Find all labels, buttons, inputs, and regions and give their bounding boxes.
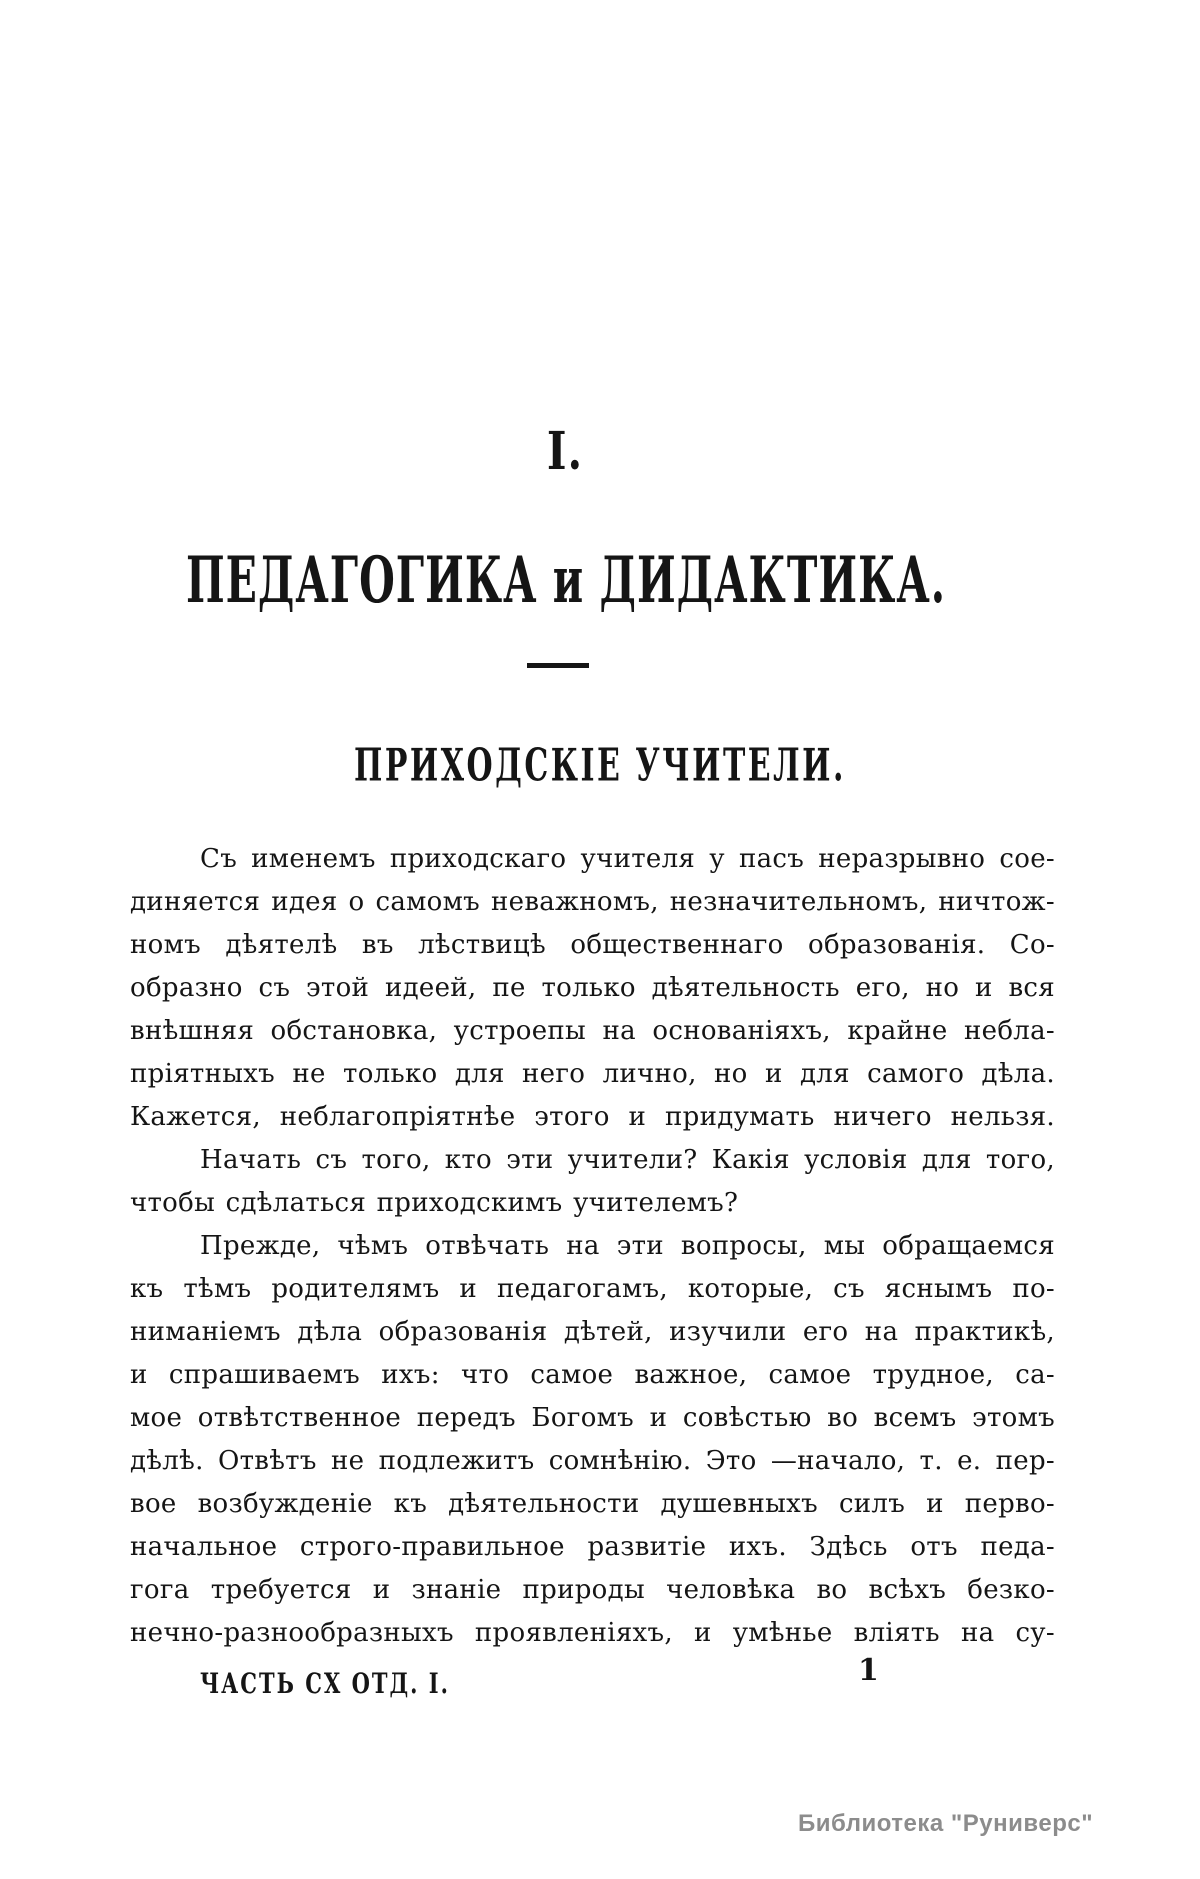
text-line: диняется идея о самомъ неважномъ, незначительномъ, ничтож- — [130, 887, 1055, 917]
text-line: пріятныхъ не только для него лично, но и для самого дѣла. — [130, 1059, 1055, 1089]
text-line: Прежде, чѣмъ отвѣчать на эти вопросы, мы обращаемся — [200, 1231, 1055, 1261]
section-number: I. — [546, 420, 584, 482]
text-line: ниманіемъ дѣла образованія дѣтей, изучили его на практикѣ, — [130, 1317, 1055, 1347]
text-line: номъ дѣятелѣ въ лѣствицѣ общественнаго образованія. Со- — [130, 930, 1055, 960]
paragraph — [130, 838, 1055, 1139]
text-line: нечно-разнообразныхъ проявленіяхъ, и умѣнье вліять на су- — [130, 1618, 1055, 1648]
main-title: ПЕДАГОГИКА и ДИДАКТИКА. — [185, 543, 947, 618]
text-line: дѣлѣ. Отвѣтъ не подлежитъ сомнѣнію. Это —начало, т. е. пер- — [130, 1446, 1055, 1476]
text-line: Начать съ того, кто эти учители? Какія условія для того, — [200, 1145, 1055, 1175]
paragraph — [130, 1139, 1055, 1225]
text-line: и спрашиваемъ ихъ: что самое важное, самое трудное, са- — [130, 1360, 1055, 1390]
text-line: начальное строго-правильное развитіе ихъ. Здѣсь отъ педа- — [130, 1532, 1055, 1562]
text-line: чтобы сдѣлаться приходскимъ учителемъ? — [130, 1188, 739, 1218]
footer-signature: ЧАСТЬ CX ОТД. I. — [200, 1666, 450, 1700]
paragraph — [130, 1225, 1055, 1655]
text-line: мое отвѣтственное передъ Богомъ и совѣстью во всемъ этомъ — [130, 1403, 1055, 1433]
text-line: Кажется, неблагопріятнѣе этого и придумать ничего нельзя. — [130, 1102, 1055, 1132]
title-divider — [527, 663, 589, 668]
body-text — [130, 838, 1055, 1655]
text-line: внѣшняя обстановка, устроепы на основаніяхъ, крайне небла- — [130, 1016, 1055, 1046]
text-line: гога требуется и знаніе природы человѣка во всѣхъ безко- — [130, 1575, 1055, 1605]
text-line: вое возбужденіе къ дѣятельности душевныхъ силъ и перво- — [130, 1489, 1055, 1519]
article-title: ПРИХОДСКІЕ УЧИТЕЛИ. — [354, 740, 846, 793]
text-line: образно съ этой идеей, пе только дѣятельность его, но и вся — [130, 973, 1055, 1003]
library-watermark: Библиотека "Руниверс" — [798, 1810, 1094, 1837]
text-line: къ тѣмъ родителямъ и педагогамъ, которые, съ яснымъ по- — [130, 1274, 1055, 1304]
text-line: Съ именемъ приходскаго учителя у пасъ неразрывно сое- — [200, 844, 1055, 874]
page-number: 1 — [858, 1653, 879, 1688]
